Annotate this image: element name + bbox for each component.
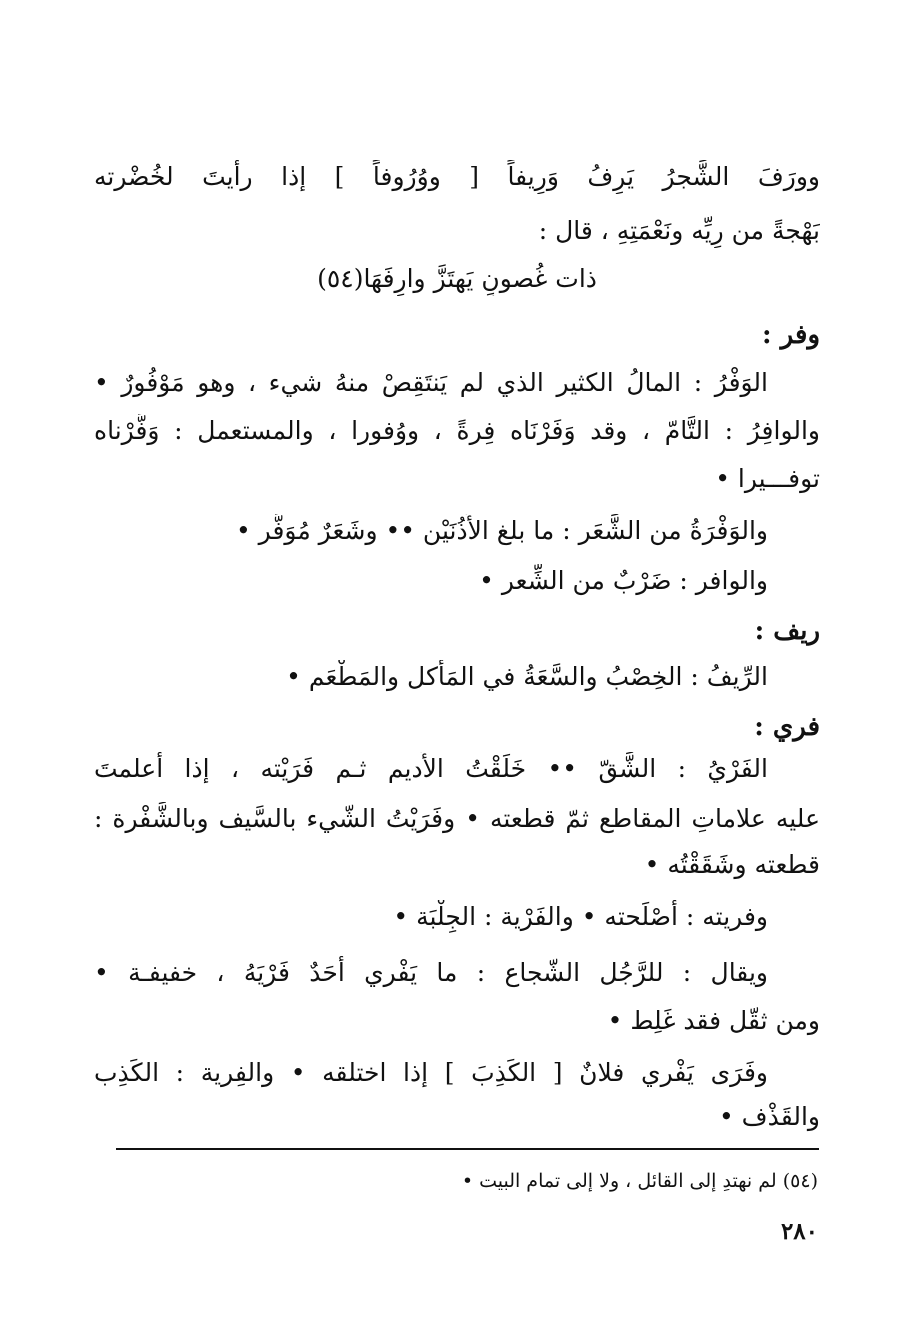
- text-line: توفـــيرا •: [715, 464, 820, 493]
- entry-heading: وفر :: [762, 320, 820, 350]
- text-line: الوَفْرُ : المالُ الكثير الذي لم يَنتَقِصْ منهُ شيء ، وهو مَوْفُورٌ •: [94, 368, 768, 397]
- text-line: الرِّيفُ : الخِصْبُ والسَّعَةُ في المَأْكل والمَطْعَم •: [286, 662, 768, 691]
- text-line: عليه علاماتِ المقاطع ثمّ قطعته • وفَرَيْتُ الشّيء بالسَّيف وبالشَّفْرة :: [94, 804, 820, 833]
- text-line: وورَفَ الشَّجرُ يَرِفُ وَرِيفاً [ ووُرُوفاً ] إذا رأيتَ لخُضْرته: [94, 162, 820, 191]
- entry-heading: ريف :: [754, 616, 820, 646]
- text-line: ويقال : للرَّجُل الشّجاع : ما يَفْري أَحَدٌ فَرْيَهُ ، خفيفـة •: [94, 958, 768, 987]
- text-line: وفريته : أَصْلَحته • والفَرْية : الجِلْبَة •: [393, 902, 768, 931]
- text-line: والوَفْرَةُ من الشَّعَر : ما بلغ الأُذُنَيْن •• وشَعَرٌ مُوَفَّر •: [235, 516, 768, 545]
- footnote-divider: [116, 1148, 819, 1150]
- entry-heading: فري :: [754, 712, 820, 742]
- text-line: والوافِرُ : التَّامّ ، وقد وَفَرْنَاه فِرةً ، ووُفورا ، والمستعمل : وَفَّرْناه: [94, 416, 820, 445]
- text-line: والوافر : ضَرْبٌ من الشِّعر •: [479, 566, 768, 595]
- text-line: الفَرْيُ : الشَّقّ •• خَلَقْتُ الأَديم ثـم فَرَيْته ، إذا أعلمتَ: [94, 754, 768, 783]
- text-line: والقَذْف •: [718, 1102, 820, 1131]
- text-line: وفَرَى يَفْري فلانٌ [ الكَذِبَ ] إذا اختلقه • والفِرية : الكَذِب: [94, 1058, 768, 1087]
- text-line: قطعته وشَقَقْتُه •: [644, 850, 820, 879]
- footnote: (٥٤) لم نهتدِ إلى القائل ، ولا إلى تمام البيت •: [461, 1170, 818, 1192]
- verse-line: ذات غُصونٍ يَهتَزَّ وارِفَهَا(٥٤): [317, 264, 597, 293]
- page-number: ٢٨٠: [780, 1218, 818, 1245]
- text-line: ومن ثقّل فقد غَلِط •: [607, 1006, 820, 1035]
- text-line: بَهْجةً من رِيِّه ونَعْمَتِهِ ، قال :: [538, 216, 820, 245]
